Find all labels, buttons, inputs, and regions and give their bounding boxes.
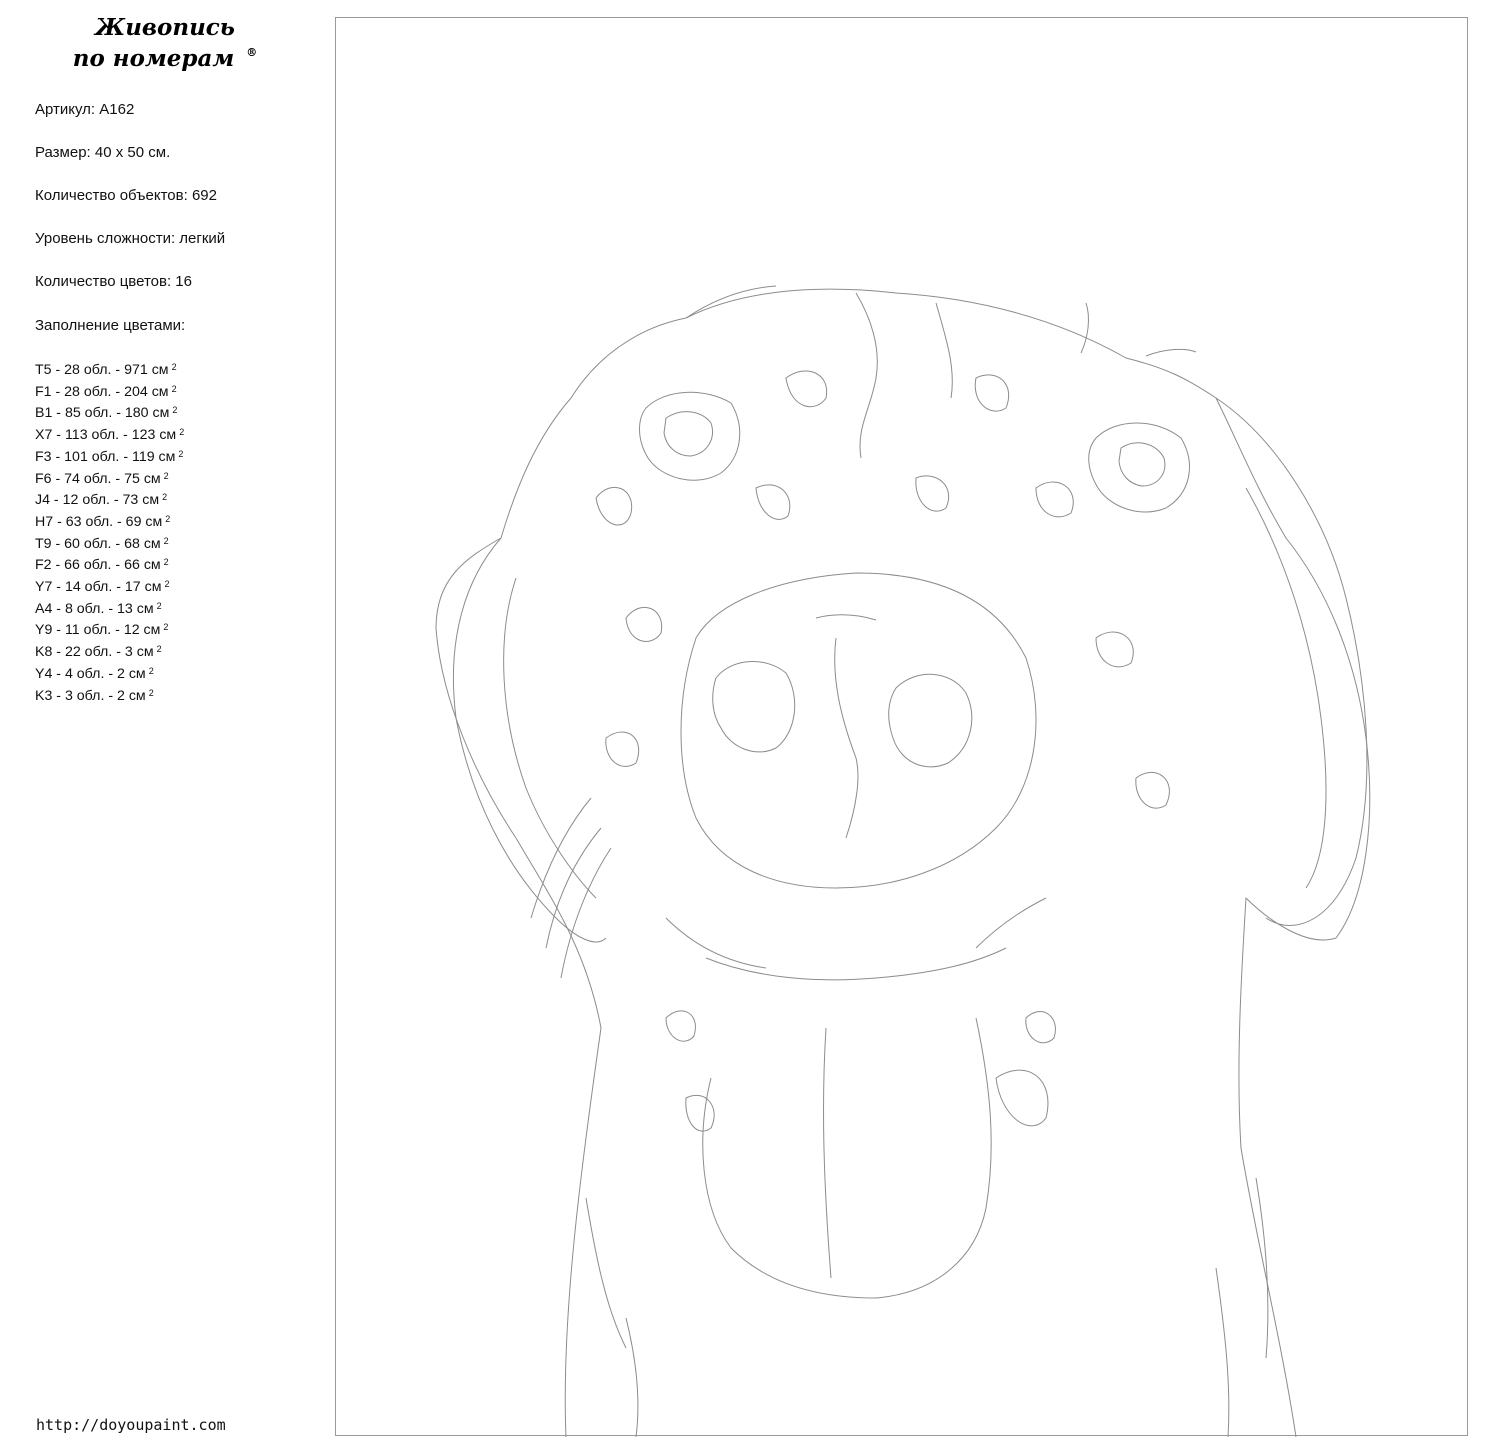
left-nostril: [713, 662, 795, 752]
right-ear: [1216, 398, 1367, 926]
color-fill-item: Y7 - 14 обл. - 17 см $^2$: [35, 579, 170, 596]
brand-line-2-text: по номерам: [72, 45, 235, 72]
color-fill-item: K8 - 22 обл. - 3 см $^2$: [35, 644, 162, 661]
color-fill-item: F1 - 28 обл. - 204 см $^2$: [35, 383, 177, 400]
color-fill-item: F2 - 66 обл. - 66 см $^2$: [35, 557, 169, 574]
coloring-canvas: [335, 17, 1468, 1436]
fill-title: Заполнение цветами:: [35, 317, 186, 334]
muzzle: [681, 573, 1036, 888]
registered-mark: ®: [246, 46, 258, 59]
left-eye: [640, 392, 740, 480]
difficulty-label: Уровень сложности: легкий: [35, 230, 226, 247]
dog-outline-drawing: [336, 18, 1469, 1437]
article-label: Артикул: A162: [35, 101, 135, 118]
color-fill-item: F6 - 74 обл. - 75 см $^2$: [35, 470, 169, 487]
brand-logo: [40, 12, 290, 74]
color-fill-item: H7 - 63 обл. - 69 см $^2$: [35, 513, 171, 530]
right-nostril: [889, 674, 972, 767]
color-fill-list: [35, 360, 184, 707]
color-fill-item: T5 - 28 обл. - 971 см $^2$: [35, 362, 177, 378]
color-fill-item: J4 - 12 обл. - 73 см $^2$: [35, 492, 168, 509]
size-label: Размер: 40 x 50 см.: [35, 144, 171, 161]
objects-count-label: Количество объектов: 692: [35, 187, 217, 204]
right-eye: [1089, 423, 1190, 512]
color-fill-item: X7 - 113 обл. - 123 см $^2$: [35, 427, 185, 444]
color-fill-item: Y4 - 4 обл. - 2 см $^2$: [35, 665, 154, 682]
color-fill-item: K3 - 3 обл. - 2 см $^2$: [35, 687, 154, 704]
left-ear: [453, 538, 606, 942]
color-fill-item: B1 - 85 обл. - 180 см $^2$: [35, 405, 178, 422]
tongue: [703, 1018, 991, 1298]
color-fill-item: T9 - 60 обл. - 68 см $^2$: [35, 535, 169, 552]
brand-line-2: [40, 43, 290, 74]
website-url[interactable]: http://doyoupaint.com: [36, 1416, 226, 1434]
color-fill-item: Y9 - 11 обл. - 12 см $^2$: [35, 622, 169, 639]
colors-count-label: Количество цветов: 16: [35, 273, 192, 290]
head-outline: [436, 289, 1370, 1437]
brand-line-1: Живопись: [95, 14, 235, 41]
color-fill-item: A4 - 8 обл. - 13 см $^2$: [35, 600, 162, 617]
color-fill-item: F3 - 101 обл. - 119 см $^2$: [35, 448, 184, 465]
